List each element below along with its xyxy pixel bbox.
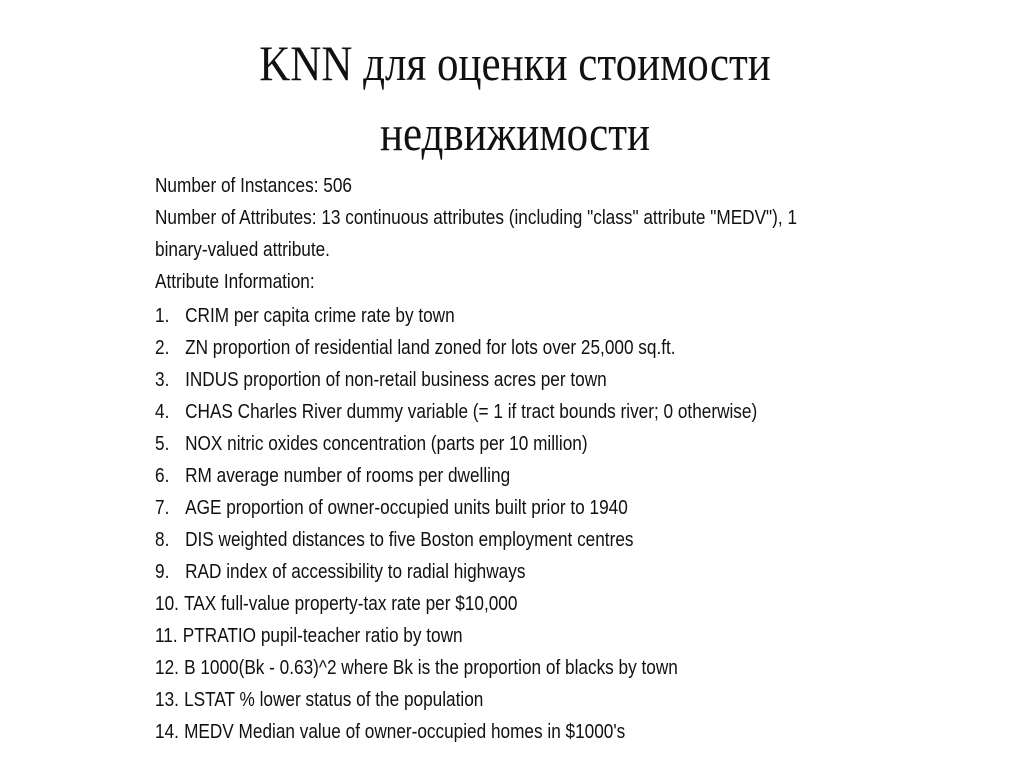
attribute-item [155, 588, 860, 620]
attribute-number: 13. [155, 689, 179, 711]
attribute-item [155, 716, 860, 748]
attribute-text: LSTAT % lower status of the population [184, 689, 484, 711]
slide-title-line-1: KNN для оценки стоимости [259, 35, 771, 91]
attribute-item [155, 460, 860, 492]
attribute-text: CHAS Charles River dummy variable (= 1 if tract bounds river; 0 otherwise) [185, 401, 758, 423]
attribute-text: CRIM per capita crime rate by town [185, 305, 455, 327]
attribute-info-heading: Attribute Information: [155, 271, 315, 293]
attribute-number: 6. [155, 465, 170, 487]
attribute-text: MEDV Median value of owner-occupied homes in $1000's [184, 721, 626, 743]
attribute-item [155, 556, 860, 588]
attribute-number: 14. [155, 721, 179, 743]
attribute-number: 12. [155, 657, 179, 679]
attribute-item [155, 524, 860, 556]
attribute-text: AGE proportion of owner-occupied units built prior to 1940 [185, 497, 628, 519]
attributes-count: Number of Attributes: 13 continuous attributes (including "class" attribute "MEDV"), 1 [155, 207, 798, 229]
attribute-item [155, 300, 860, 332]
attribute-text: PTRATIO pupil-teacher ratio by town [182, 625, 463, 647]
attribute-number: 9. [155, 561, 170, 583]
attribute-number: 10. [155, 593, 179, 615]
attribute-item [155, 428, 860, 460]
attribute-item [155, 364, 860, 396]
attribute-text: ZN proportion of residential land zoned for lots over 25,000 sq.ft. [185, 337, 676, 359]
attribute-item [155, 620, 860, 652]
slide-title-line-2: недвижимости [379, 105, 651, 161]
attribute-text: INDUS proportion of non-retail business acres per town [185, 369, 607, 391]
attribute-text: TAX full-value property-tax rate per $10,000 [184, 593, 518, 615]
attribute-number: 1. [155, 305, 170, 327]
attribute-number: 7. [155, 497, 170, 519]
attribute-item [155, 684, 860, 716]
attribute-number: 5. [155, 433, 170, 455]
attributes-count-cont: binary-valued attribute. [155, 239, 330, 261]
attribute-item [155, 492, 860, 524]
attribute-text: NOX nitric oxides concentration (parts per 10 million) [185, 433, 588, 455]
attribute-item [155, 652, 860, 684]
attribute-list [155, 300, 860, 748]
attribute-number: 3. [155, 369, 170, 391]
attribute-text: RM average number of rooms per dwelling [185, 465, 511, 487]
attribute-text: RAD index of accessibility to radial highways [185, 561, 526, 583]
slide-title [72, 28, 958, 168]
attribute-number: 8. [155, 529, 170, 551]
slide-body [155, 170, 860, 748]
attribute-text: DIS weighted distances to five Boston employment centres [185, 529, 634, 551]
attribute-number: 2. [155, 337, 170, 359]
attribute-item [155, 396, 860, 428]
attribute-number: 4. [155, 401, 170, 423]
attribute-number: 11. [155, 625, 178, 647]
instances-count: Number of Instances: 506 [155, 175, 352, 197]
attribute-item [155, 332, 860, 364]
attribute-text: B 1000(Bk - 0.63)^2 where Bk is the proportion of blacks by town [184, 657, 678, 679]
